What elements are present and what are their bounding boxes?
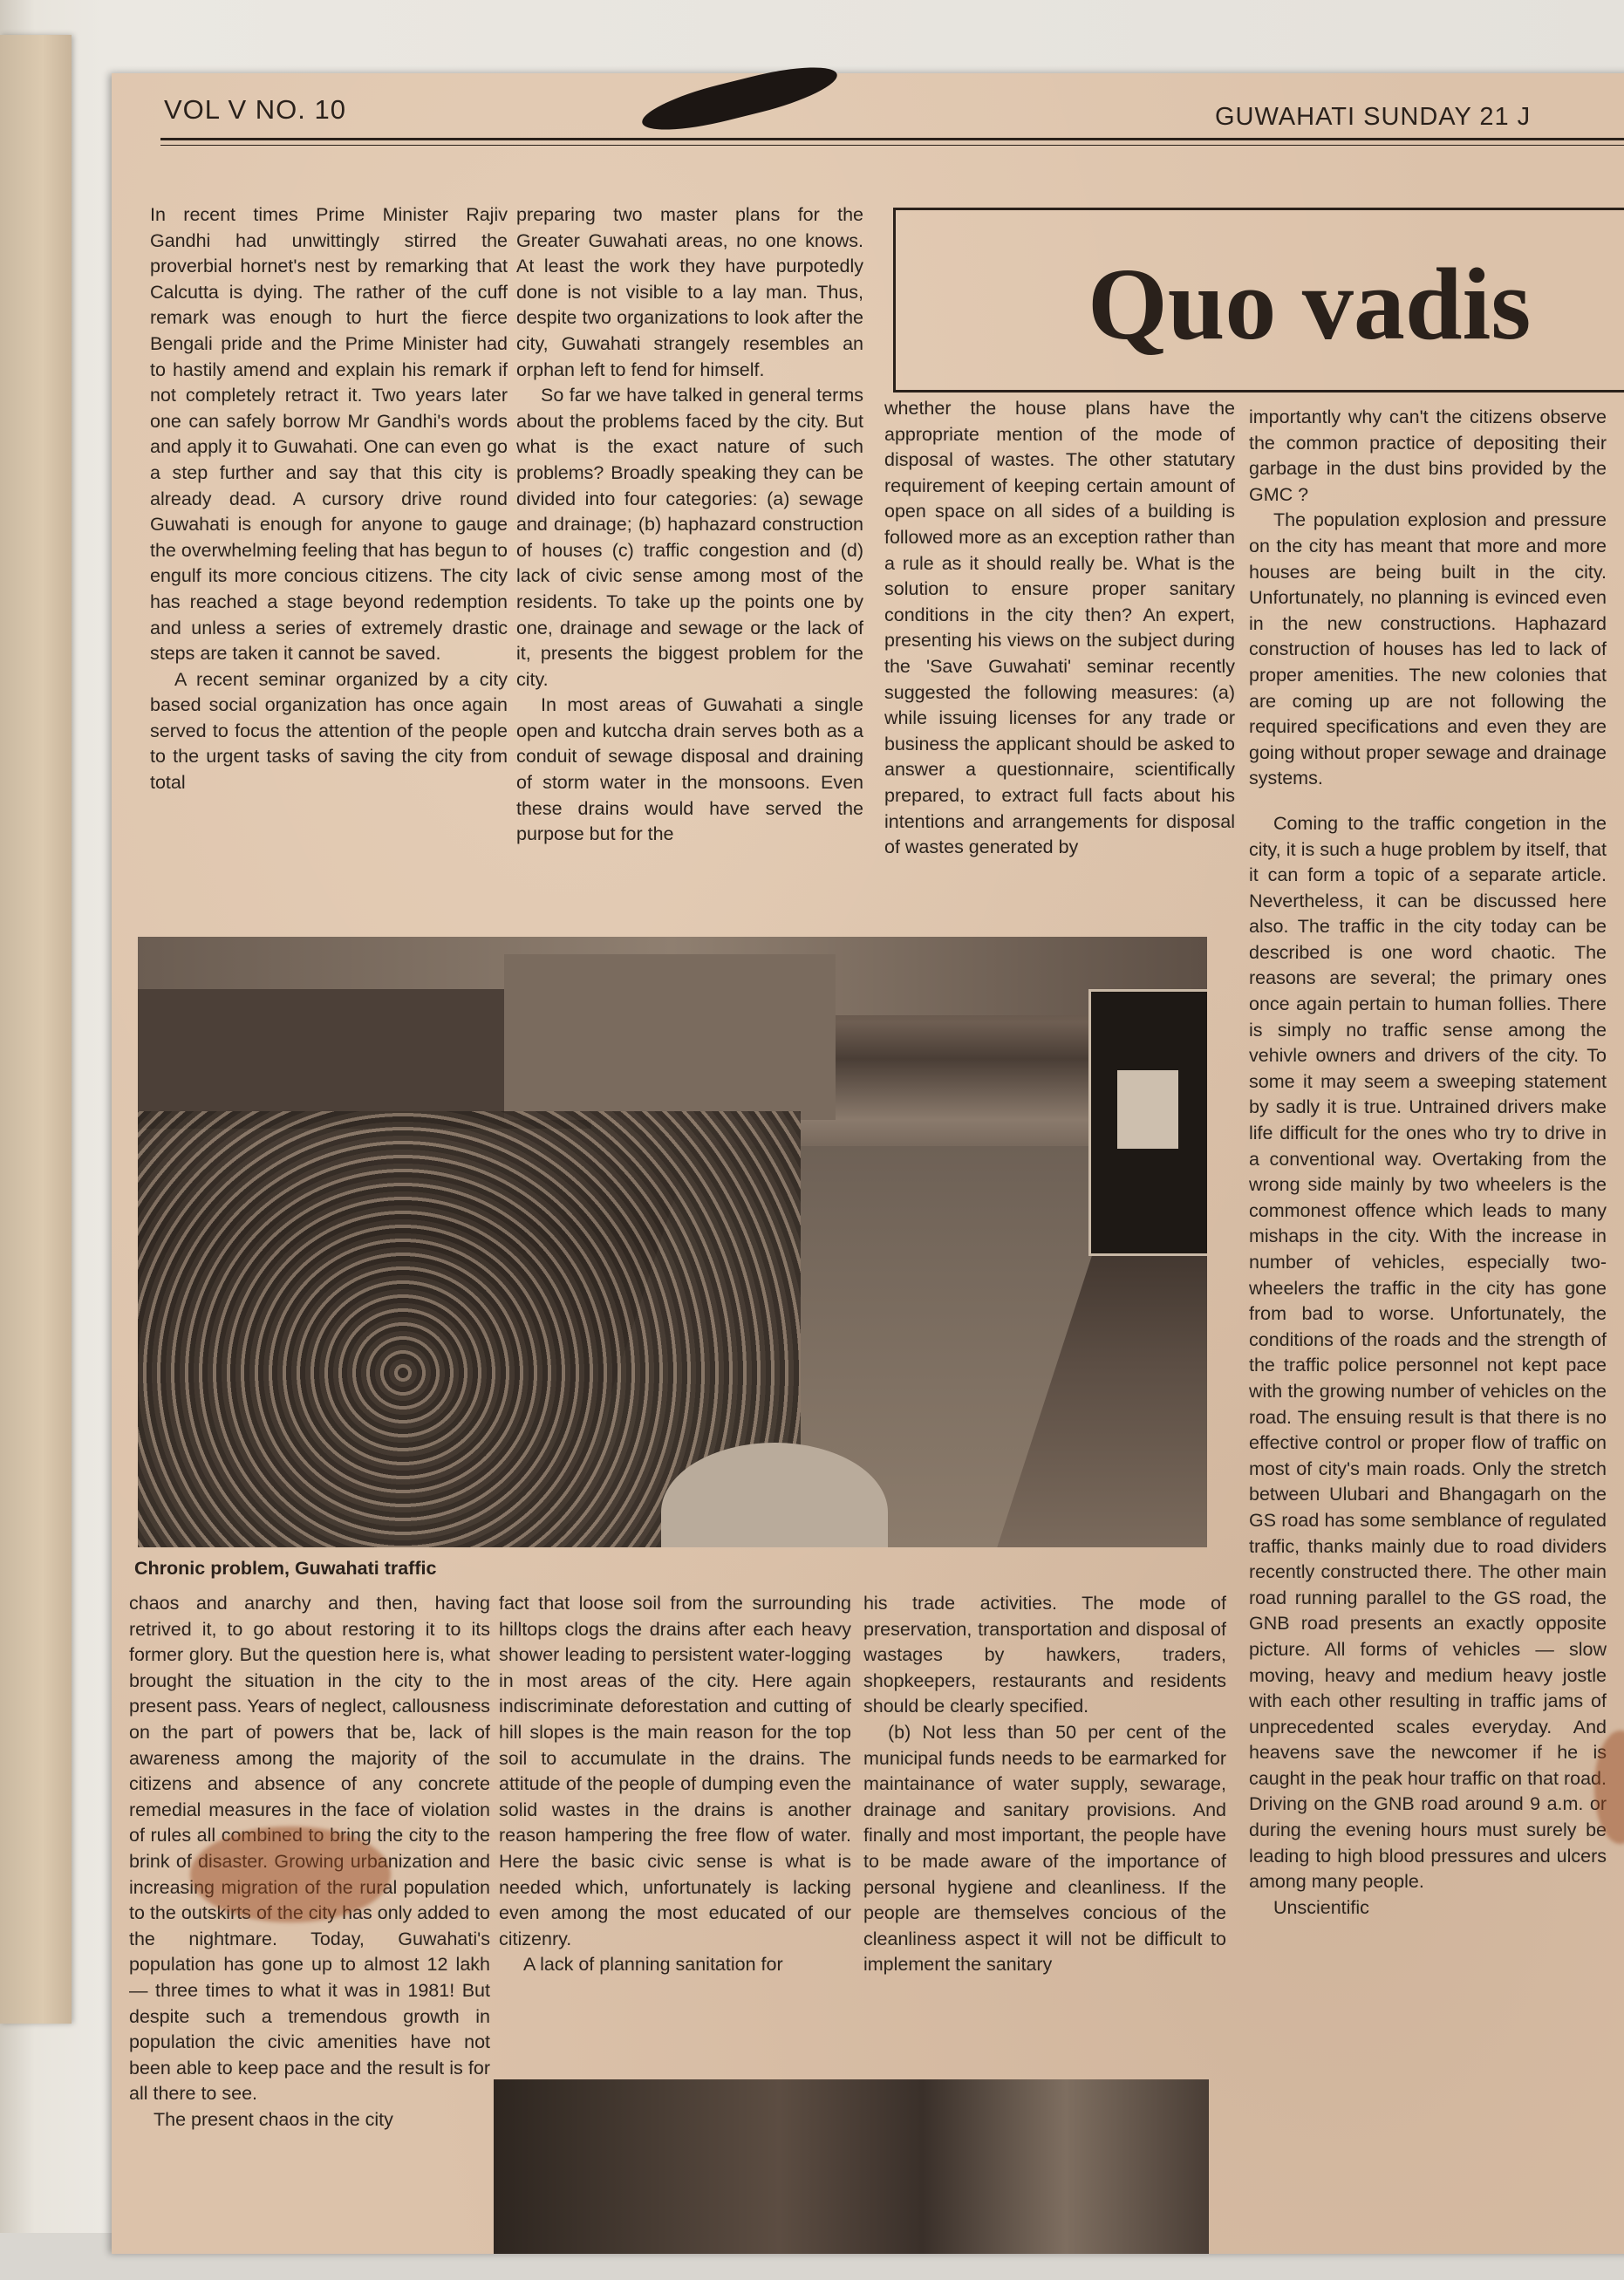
paragraph: importantly why can't the citizens observe the common practice of depositing their garbage in the dust bins provided by the GMC ?: [1249, 406, 1607, 505]
paragraph: (b) Not less than 50 per cent of the municipal funds needs to be earmarked for maintainance of water supply, sewarage, drainage and sanitary provisions. And finally and most important, the people have to be made aware of the importance of personal hygiene and cleanliness. If the people are themselves concious of the cleanliness aspect it will not be difficult to implement the sanitary: [863, 1721, 1226, 1976]
adjacent-clipping-edge: [0, 35, 72, 2024]
paragraph: fact that loose soil from the surrounding hilltops clogs the drains after each heavy shower leading to persistent water-logging in most areas of the city. Here again indiscriminate deforestation and cutting of hill slopes is the main reason for the top soil to accumulate in the drains. The attitude of the people of dumping even the solid wastes in the drains is another reason hampering the free flow of water. Here the basic civic sense is what is needed which, unfortunately is lacking even among the most educated of our citizenry.: [499, 1593, 851, 1949]
dateline: GUWAHATI SUNDAY 21 J: [1215, 103, 1532, 131]
second-photo: [494, 2079, 1209, 2254]
paragraph: In recent times Prime Minister Rajiv Gandhi had unwittingly stirred the proverbial hornet's nest by remarking that Calcutta is dying. The rather of the cuff remark was enough to hurt the fierce Bengali pride and the Prime Minister had to hastily amend and explain his remark if not completely retract it. Two years later one can safely borrow Mr Gandhi's words and apply it to Guwahati. One can even go a step further and say that this city is already dead. A cursory drive round Guwahati is enough for anyone to gauge the overwhelming feeling that has begun to engulf its more concious citizens. The city has reached a stage beyond redemption and unless a series of extremely drastic steps are taken it cannot be saved.: [150, 204, 508, 665]
column-3: [884, 396, 1235, 954]
volume-number: VOL V NO. 10: [164, 94, 346, 125]
photo-caption: Chronic problem, Guwahati traffic: [134, 1558, 437, 1579]
column-2: [516, 202, 863, 970]
paragraph: In most areas of Guwahati a single open and kutccha drain serves both as a conduit of sewage disposal and draining of storm water in the monsoons. Even these drains would have served the purpose but for the: [516, 694, 863, 845]
paragraph: The present chaos in the city: [154, 2108, 393, 2130]
masthead: [112, 73, 1624, 134]
paragraph: A lack of planning sanitation for: [523, 1954, 783, 1976]
column-3-lower: [863, 1591, 1226, 2071]
newspaper-clipping: [112, 73, 1624, 2254]
headline-box: [893, 208, 1624, 393]
photo-building: [504, 954, 836, 1120]
photo-billboard-panel: [1117, 1070, 1178, 1149]
column-1: [150, 202, 508, 970]
paragraph: So far we have talked in general terms about the problems faced by the city. But what is the exact nature of such problems? Broadly speaking they can be divided into four categories: (a) sewage and drainage; (b) haphazard construction of houses (c) traffic congestion and (d) lack of civic sense among most of the residents. To take up the points one by one, drainage and sewage or the lack of it, presents the biggest problem for the city.: [516, 385, 863, 690]
stain: [190, 1826, 391, 1922]
column-2-lower: [499, 1591, 851, 2071]
paragraph: A recent seminar organized by a city based social organization has once again served to focus the attention of the people to the urgent tasks of saving the city from total: [150, 668, 508, 794]
paragraph: his trade activities. The mode of preservation, transportation and disposal of wastages by hawkers, traders, shopkeepers, restaurants and residents should be clearly specified.: [863, 1593, 1226, 1717]
masthead-rule-thin: [160, 145, 1624, 146]
column-4: [1249, 405, 1607, 2280]
paragraph: chaos and anarchy and then, having retrived it, to go about restoring it to its former glory. But the question here is, what brought the situation in the city to the present pass. Years of neglect, callousness on the part of powers that be, lack of awareness among the majority of the citizens and absence of any concrete remedial measures in the face of violation of rules all combined to bring the city to the brink of disaster. Growing urbanization and increasing migration of the rural population to the outskirts of the city has only added to the nightmare. Today, Guwahati's population has gone up to almost 12 lakh — three times to what it was in 1981! But despite such a tremendous growth in population the civic amenities have not been able to keep pace and the result is for all there to see.: [129, 1593, 490, 2105]
column-1-lower: [129, 1591, 490, 2254]
paragraph: preparing two master plans for the Greater Guwahati areas, no one knows. At least the work they have purpotedly done is not visible to a lay man. Thus, despite two organizations to look after the city, Guwahati strangely resembles an orphan left to fend for himself.: [516, 204, 863, 380]
paragraph: Unscientific: [1273, 1896, 1369, 1918]
paragraph: Coming to the traffic congetion in the city, it is such a huge problem by itself, that it can form a topic of a separate article. Nevertheless, it can be discussed here also. The traffic in the city today can be described is one word chaotic. The reasons are several; the primary ones once again pertain to human follies. There is simply no traffic sense among the vehivle owners and drivers of the city. To some it may seem a sweeping statement by sadly it is true. Untrained drivers make life difficult for the ones who try to drive in a conventional way. Overtaking from the wrong side mainly by two wheelers is the commonest offence which leads to many mishaps in the city. With the increase in number of vehicles, especially two-wheelers the traffic in the city has gone from bad to worse. Unfortunately, the conditions of the roads and the strength of the traffic police personnel not kept pace with the growing number of vehicles on the road. The ensuing result is that there is no effective control or proper flow of traffic on most of city's main roads. Only the stretch between Ulubari and Bhangagarh on the GS road has some semblance of regulated traffic, thanks mainly due to road dividers recently constructed there. The other main road running parallel to the GS road, the GNB road presents an exactly opposite picture. All forms of vehicles — slow moving, heavy and medium heavy jostle with each other resulting in traffic jams of unprecedented scales everyday. And heavens save the newcomer if he is caught in the peak hour traffic on that road. Driving on the GNB road around 9 a.m. or during the evening hours must surely be leading to high blood pressures and ulcers among many people.: [1249, 812, 1607, 1893]
traffic-photo: [138, 937, 1207, 1547]
masthead-rule: [160, 138, 1624, 140]
photo-billboard: [1088, 989, 1207, 1256]
paragraph: whether the house plans have the appropriate mention of the mode of disposal of wastes. The other statutary requirement of keeping certain amount of open space on all sides of a building is followed more as an exception rather than a rule as it should really be. What is the solution to ensure proper sanitary conditions in the city then? An expert, presenting his views on the subject during the 'Save Guwahati' seminar recently suggested the following measures: (a) while issuing licenses for any trade or business the applicant should be asked to answer a questionnaire, scientifically prepared, to extract full facts about his intentions and arrangements for disposal of wastes generated by: [884, 398, 1235, 858]
headline: Quo vadis: [1088, 247, 1532, 361]
paragraph: The population explosion and pressure on the city has meant that more and more houses are being built in the city. Unfortunately, no planning is evinced even in the new constructions. Haphazard construction of houses has led to lack of proper amenities. The new colonies that are coming up are not following the required specifications and even they are going without proper sewage and drainage systems.: [1249, 509, 1607, 789]
